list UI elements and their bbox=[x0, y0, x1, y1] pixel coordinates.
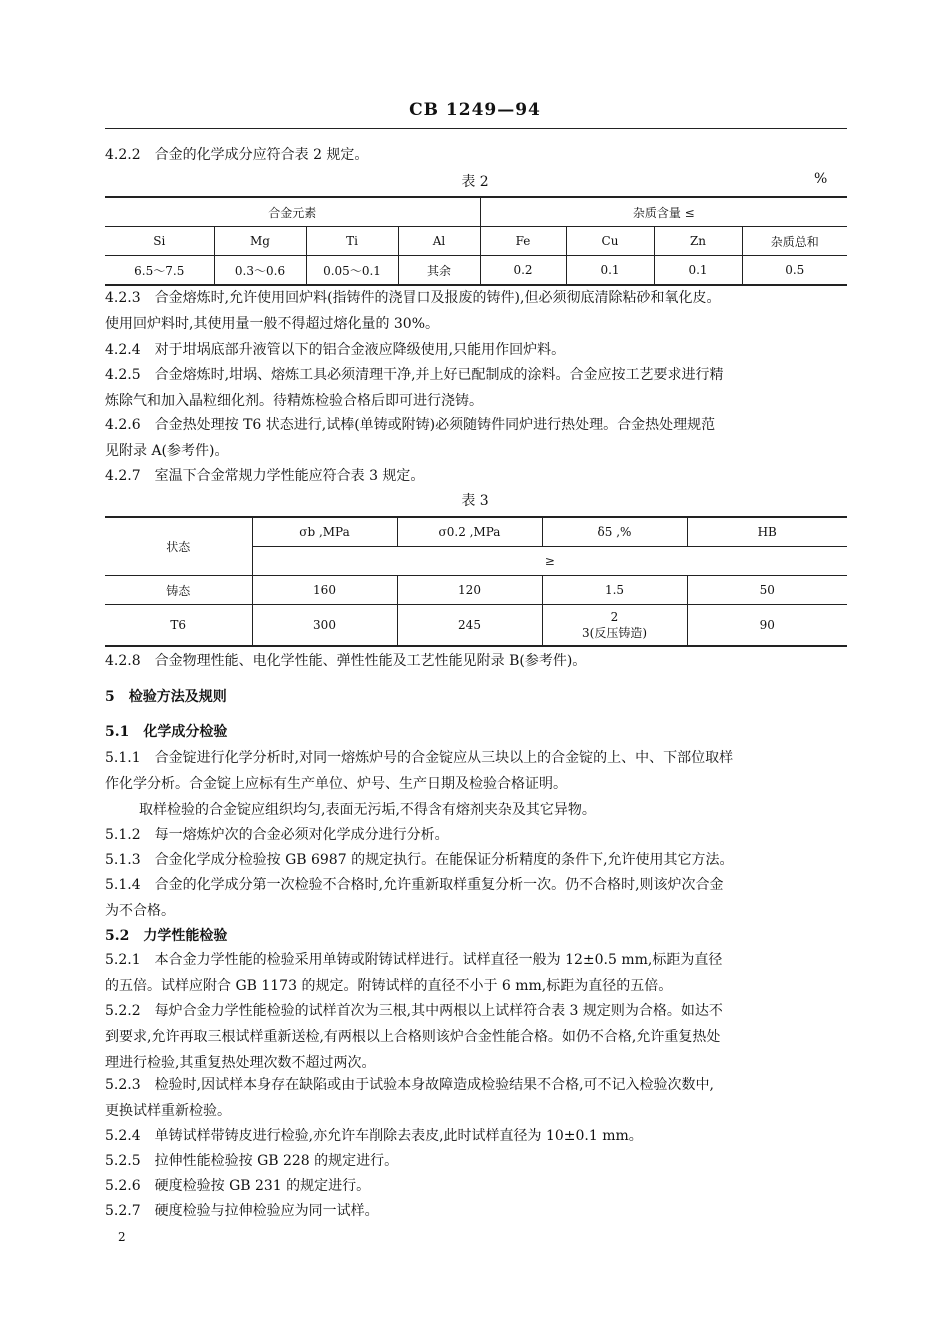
clause-number: 4.2.4 bbox=[105, 342, 141, 358]
clause-text: 取样检验的合金锭应组织均匀,表面无污垢,不得含有熔剂夹杂及其它异物。 bbox=[139, 802, 596, 818]
column-header: σb ,MPa bbox=[252, 517, 397, 547]
table-row bbox=[105, 576, 847, 605]
table-2-unit: % bbox=[814, 171, 828, 187]
clause-5-1-4 bbox=[105, 872, 847, 924]
clause-text: 作化学分析。合金锭上应标有生产单位、炉号、生产日期及检验合格证明。 bbox=[105, 776, 567, 792]
clause-number: 4.2.2 bbox=[105, 147, 141, 163]
clause-text: 合金的化学成分第一次检验不合格时,允许重新取样重复分析一次。仍不合格时,则该炉次合金 bbox=[154, 877, 724, 893]
table-cell: 90 bbox=[687, 605, 847, 647]
clause-number: 5.2.5 bbox=[105, 1153, 141, 1169]
clause-number: 5.1.3 bbox=[105, 852, 141, 868]
elongation-value: 2 bbox=[610, 609, 619, 624]
clause-text: 合金锭进行化学分析时,对同一熔炼炉号的合金锭应从三块以上的合金锭的上、中、下部位取样 bbox=[154, 750, 734, 766]
column-header: Mg bbox=[214, 227, 306, 256]
column-header: σ0.2 ,MPa bbox=[397, 517, 542, 547]
clause-text: 单铸试样带铸皮进行检验,亦允许车削除去表皮,此时试样直径为 10±0.1 mm。 bbox=[154, 1128, 643, 1144]
section-5-heading bbox=[105, 684, 847, 710]
clause-4-2-5 bbox=[105, 362, 847, 414]
standard-number-header: CB 1249—94 bbox=[409, 100, 541, 120]
clause-text: 合金物理性能、电化学性能、弹性性能及工艺性能见附录 B(参考件)。 bbox=[154, 653, 587, 669]
clause-number: 5.2.4 bbox=[105, 1128, 141, 1144]
table-3 bbox=[105, 516, 847, 647]
clause-text: 炼除气和加入晶粒细化剂。待精炼检验合格后即可进行浇铸。 bbox=[105, 393, 483, 409]
table-row bbox=[105, 605, 847, 647]
table-2-caption: 表 2 bbox=[461, 174, 489, 190]
table-row bbox=[105, 256, 847, 286]
clause-text: 硬度检验按 GB 231 的规定进行。 bbox=[154, 1178, 371, 1194]
table-2 bbox=[105, 196, 847, 286]
clause-text: 合金热处理按 T6 状态进行,试棒(单铸或附铸)必须随铸件同炉进行热处理。合金热处理规范 bbox=[154, 417, 716, 433]
table-3-caption: 表 3 bbox=[461, 493, 489, 509]
column-header: Cu bbox=[566, 227, 654, 256]
table-cell: T6 bbox=[105, 605, 252, 647]
clause-number: 5.2.1 bbox=[105, 952, 141, 968]
clause-number: 4.2.8 bbox=[105, 653, 141, 669]
column-header: Fe bbox=[480, 227, 566, 256]
column-header: 杂质总和 bbox=[742, 227, 847, 256]
clause-text: 合金熔炼时,坩埚、熔炼工具必须清理干净,并上好已配制成的涂料。合金应按工艺要求进行精 bbox=[154, 367, 724, 383]
column-header: Ti bbox=[306, 227, 398, 256]
clause-5-2-6 bbox=[105, 1173, 847, 1199]
table-cell: 0.3～0.6 bbox=[214, 256, 306, 286]
clause-number: 5.2.6 bbox=[105, 1178, 141, 1194]
clause-text: 的五倍。试样应附合 GB 1173 的规定。附铸试样的直径不小于 6 mm,标距为直径的五倍。 bbox=[105, 978, 673, 994]
clause-5-2-4 bbox=[105, 1123, 847, 1149]
section-number: 5.1 bbox=[105, 724, 130, 740]
clause-5-1-1-continued bbox=[105, 797, 847, 823]
table-cell bbox=[542, 605, 687, 647]
alloy-elements-header: 合金元素 bbox=[105, 197, 480, 227]
column-header: δ5 ,% bbox=[542, 517, 687, 547]
clause-text: 为不合格。 bbox=[105, 903, 175, 919]
clause-text: 室温下合金常规力学性能应符合表 3 规定。 bbox=[154, 468, 425, 484]
table-cell: 6.5～7.5 bbox=[105, 256, 214, 286]
clause-4-2-7 bbox=[105, 463, 847, 489]
clause-text: 更换试样重新检验。 bbox=[105, 1103, 231, 1119]
column-header: Si bbox=[105, 227, 214, 256]
elongation-note: 3(反压铸造) bbox=[582, 625, 647, 640]
clause-4-2-2 bbox=[105, 142, 847, 168]
table-cell: 铸态 bbox=[105, 576, 252, 605]
table-cell: 120 bbox=[397, 576, 542, 605]
clause-text: 对于坩埚底部升液管以下的铝合金液应降级使用,只能用作回炉料。 bbox=[154, 342, 566, 358]
table-cell: 0.2 bbox=[480, 256, 566, 286]
clause-text: 每炉合金力学性能检验的试样首次为三根,其中两根以上试样符合表 3 规定则为合格。如达不 bbox=[154, 1003, 723, 1019]
clause-text: 硬度检验与拉伸检验应为同一试样。 bbox=[154, 1203, 379, 1219]
table-cell: 0.1 bbox=[654, 256, 742, 286]
clause-text: 使用回炉料时,其使用量一般不得超过熔化量的 30%。 bbox=[105, 316, 440, 332]
clause-number: 5.2.7 bbox=[105, 1203, 141, 1219]
minimum-symbol: ≥ bbox=[252, 547, 847, 576]
clause-4-2-4 bbox=[105, 337, 847, 363]
clause-number: 5.1.4 bbox=[105, 877, 141, 893]
clause-text: 检验时,因试样本身存在缺陷或由于试验本身故障造成检验结果不合格,可不记入检验次数中, bbox=[154, 1077, 714, 1093]
clause-text: 合金化学成分检验按 GB 6987 的规定执行。在能保证分析精度的条件下,允许使用其它方法。 bbox=[154, 852, 734, 868]
section-5-2-heading bbox=[105, 923, 847, 949]
column-header: HB bbox=[687, 517, 847, 547]
table-2-column-headers bbox=[105, 227, 847, 256]
clause-text: 到要求,允许再取三根试样重新送检,有两根以上合格则该炉合金性能合格。如仍不合格,允许重复热处 bbox=[105, 1029, 721, 1045]
clause-number: 5.1.1 bbox=[105, 750, 141, 766]
clause-5-2-1 bbox=[105, 947, 847, 999]
section-5-1-heading bbox=[105, 719, 847, 745]
table-cell: 0.5 bbox=[742, 256, 847, 286]
clause-5-1-3 bbox=[105, 847, 847, 873]
table-cell: 300 bbox=[252, 605, 397, 647]
clause-5-2-2 bbox=[105, 998, 847, 1076]
clause-number: 5.1.2 bbox=[105, 827, 141, 843]
clause-5-1-1 bbox=[105, 745, 847, 797]
clause-number: 5.2.2 bbox=[105, 1003, 141, 1019]
clause-text: 本合金力学性能的检验采用单铸或附铸试样进行。试样直径一般为 12±0.5 mm,标距为直径 bbox=[154, 952, 723, 968]
table-cell: 160 bbox=[252, 576, 397, 605]
clause-number: 4.2.7 bbox=[105, 468, 141, 484]
table-cell: 245 bbox=[397, 605, 542, 647]
clause-4-2-6 bbox=[105, 412, 847, 464]
clause-5-2-3 bbox=[105, 1072, 847, 1124]
clause-text: 理进行检验,其重复热处理次数不超过两次。 bbox=[105, 1055, 376, 1071]
table-cell: 0.05～0.1 bbox=[306, 256, 398, 286]
table-cell: 其余 bbox=[398, 256, 480, 286]
clause-text: 见附录 A(参考件)。 bbox=[105, 443, 229, 459]
column-header: Zn bbox=[654, 227, 742, 256]
clause-4-2-8 bbox=[105, 648, 847, 674]
clause-4-2-3 bbox=[105, 285, 847, 337]
clause-number: 4.2.3 bbox=[105, 290, 141, 306]
clause-number: 4.2.5 bbox=[105, 367, 141, 383]
section-number: 5 bbox=[105, 689, 115, 705]
clause-text: 合金熔炼时,允许使用回炉料(指铸件的浇冒口及报废的铸件),但必须彻底清除粘砂和氧化皮。 bbox=[154, 290, 721, 306]
clause-text: 拉伸性能检验按 GB 228 的规定进行。 bbox=[154, 1153, 399, 1169]
clause-5-1-2 bbox=[105, 822, 847, 848]
section-title: 力学性能检验 bbox=[143, 928, 228, 944]
header-rule bbox=[105, 128, 847, 129]
clause-number: 5.2.3 bbox=[105, 1077, 141, 1093]
clause-5-2-5 bbox=[105, 1148, 847, 1174]
section-title: 化学成分检验 bbox=[143, 724, 228, 740]
section-title: 检验方法及规则 bbox=[128, 689, 227, 705]
table-cell: 50 bbox=[687, 576, 847, 605]
page-number: 2 bbox=[118, 1230, 126, 1244]
table-cell: 1.5 bbox=[542, 576, 687, 605]
impurity-header: 杂质含量 ≤ bbox=[480, 197, 847, 227]
column-header: Al bbox=[398, 227, 480, 256]
state-header: 状态 bbox=[105, 517, 252, 576]
clause-5-2-7 bbox=[105, 1198, 847, 1224]
table-cell: 0.1 bbox=[566, 256, 654, 286]
clause-text: 每一熔炼炉次的合金必须对化学成分进行分析。 bbox=[154, 827, 449, 843]
clause-number: 4.2.6 bbox=[105, 417, 141, 433]
section-number: 5.2 bbox=[105, 928, 130, 944]
clause-text: 合金的化学成分应符合表 2 规定。 bbox=[154, 147, 369, 163]
